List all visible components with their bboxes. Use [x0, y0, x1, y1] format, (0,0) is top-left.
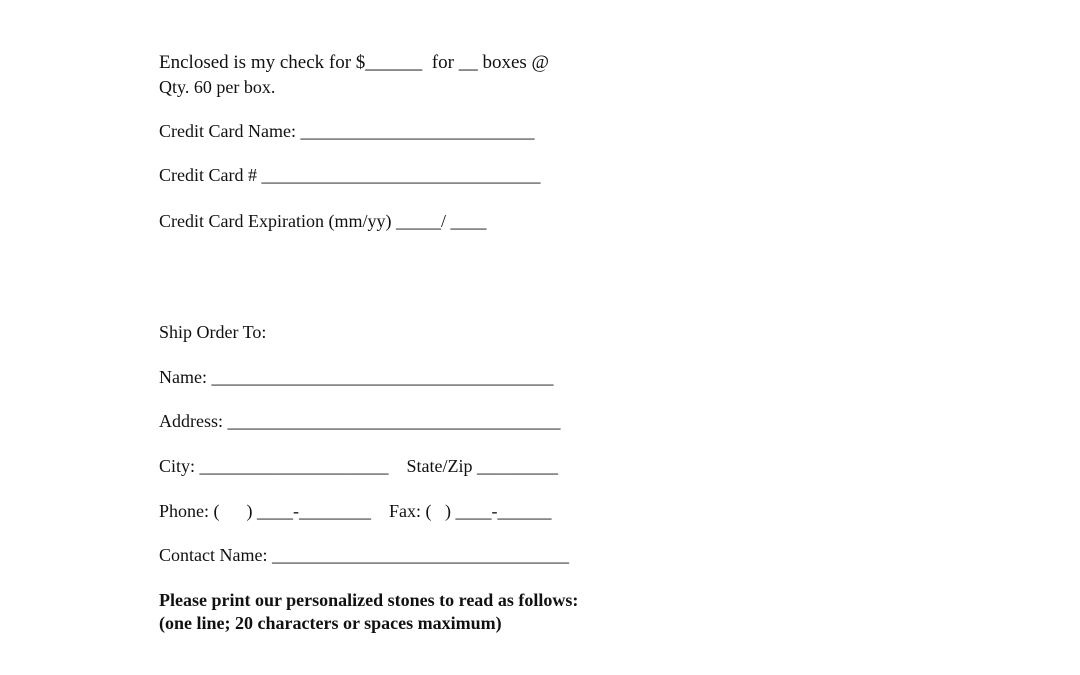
quantity-note: Qty. 60 per box.	[159, 77, 276, 97]
personalization-limit-note: (one line; 20 characters or spaces maximum)	[159, 613, 502, 633]
credit-card-name-field: Credit Card Name: __________________________	[159, 121, 535, 141]
ship-contact-name-field: Contact Name: _________________________________	[159, 545, 569, 565]
credit-card-expiration-field: Credit Card Expiration (mm/yy) _____/ ____	[159, 211, 487, 231]
check-amount-line: Enclosed is my check for $______ for __ boxes @	[159, 52, 550, 73]
ship-address-field: Address: _____________________________________	[159, 411, 561, 431]
ship-phone-fax-field: Phone: ( ) ____-________ Fax: ( ) ____-______	[159, 501, 552, 521]
ship-name-field: Name: ______________________________________	[159, 367, 554, 387]
ship-to-heading: Ship Order To:	[159, 322, 267, 342]
ship-city-state-zip-field: City: _____________________ State/Zip _________	[159, 456, 558, 476]
credit-card-number-field: Credit Card # _______________________________	[159, 165, 541, 185]
personalization-instruction: Please print our personalized stones to read as follows:	[159, 590, 579, 610]
